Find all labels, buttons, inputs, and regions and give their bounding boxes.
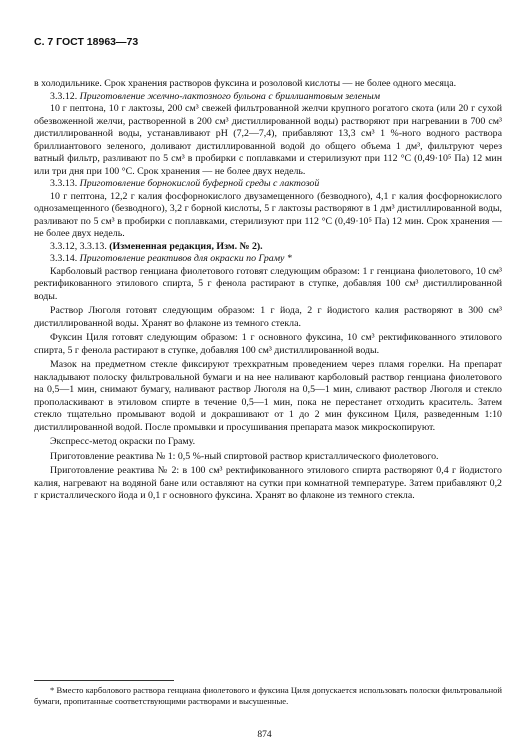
paragraph-smear-procedure: Мазок на предметном стекле фиксируют трехкратным проведением через пламя горелки. На препарат накладывают полоску фильтровальной бумаги и на нее наливают карболовый раствор генциана фиолетового на 0,5—1 мин, снимают бумагу, наливают раствор Люголя на 0,5—1 мин, сливают раствор Люголя и стекло прополаскивают в этиловом спирте в течение 0,5—1 мин, пока не перестанет отходить краситель. Затем стекло тщательно промывают водой и докрашивают от 1 до 2 мин фуксином Циля, разведенным 1:10 дистиллированной водой. После промывки и просушивания препарата мазок микроскопируют. (34, 359, 502, 433)
page-number: 874 (257, 730, 272, 740)
section-number: 3.3.12, 3.3.13. (50, 240, 107, 252)
page-header: С. 7 ГОСТ 18963—73 (34, 36, 139, 48)
section-title: Приготовление борнокислой буферной среды с лактозой (79, 178, 320, 189)
paragraph-express-method: Экспресс-метод окраски по Граму. (50, 436, 196, 447)
section-number: 3.3.12. (50, 90, 78, 102)
paragraph-reagent-1: Приготовление реактива № 1: 0,5 %-ный спиртовой раствор кристаллического фиолетового. (50, 450, 439, 462)
paragraph-lugol: Раствор Люголя готовят следующим образом: 1 г йода, 2 г йодистого калия растворяют в 300 см³ дистиллированной воды. Хранят во флаконе из темного стекла. (34, 305, 502, 329)
section-3-3-12-heading (34, 91, 502, 104)
document-body (34, 78, 502, 503)
paragraph-borate-medium: 10 г пептона, 12,2 г калия фосфорнокислого двузамещенного (безводного), 4,1 г калия фосфорнокислого однозамещенного (безводного), 3,2 г борной кислоты, 5 г лактозы растворяют в 1 дм³ дистиллированной воды, разливают по 5 см³ в пробирки с поплавками, стерилизуют при 112 °С (0,49·10⁵ Па) 12 мин. Срок хранения — не более двух недель. (34, 190, 502, 239)
amendment-note (34, 241, 502, 254)
footnote-text: * Вместо карболового раствора генциана фиолетового и фуксина Циля допускается использовать полоски фильтровальной бумаги, пропитанные соответствующими растворами и высушенные. (34, 685, 502, 706)
paragraph-intro: в холодильнике. Срок хранения растворов фуксина и розоловой кислоты — не более одного месяца. (34, 78, 457, 89)
footnote (34, 685, 502, 707)
paragraph-gentian-violet: Карболовый раствор генциана фиолетового готовят следующим образом: 1 г генциана фиолетового, 10 см³ ректификованного этилового спирта, 5 г фенола растирают в ступке, добавляя 100 см³ дистиллированной воды. (34, 265, 502, 302)
section-title: Приготовление реактивов для окраски по Граму * (79, 253, 292, 264)
section-title: Приготовление желчно-лактозного бульона с бриллиантовым зеленым (79, 90, 381, 102)
section-3-3-13-heading (34, 178, 502, 191)
paragraph-bile-broth: 10 г пептона, 10 г лактозы, 200 см³ свежей фильтрованной желчи крупного рогатого скота (или 20 г сухой обезвоженной желчи, растворенной в 200 см³ дистиллированной воды) растворяют при нагревании в 700 см³ дистиллированной воды, устанавливают рН (7,2—7,4), прибавляют 13,3 см³ 1 %-ного водного раствора бриллиантового зеленого, доливают дистиллированной водой до общего объема 1 дм³, фильтруют через ватный фильтр, разливают по 5 см³ в пробирки с поплавками и стерилизуют при 112 °С (0,49·10⁵ Па) 12 мин или три дня при 100 °С. Срок хранения — не более двух недель. (34, 103, 502, 177)
section-number: 3.3.13. (50, 178, 78, 189)
footnote-divider (34, 680, 174, 681)
paragraph-reagent-2: Приготовление реактива № 2: в 100 см³ ректификованного этилового спирта растворяют 0,4 г йодистого калия, нагревают на водяной бане или оставляют на сутки при комнатной температуре. Затем прибавляют 0,2 г кристаллического йода и 0,1 г основного фуксина. Хранят во флаконе из темного стекла. (34, 465, 502, 501)
amendment-label: (Измененная редакция, Изм. № 2). (109, 240, 263, 252)
paragraph-ziehl-fuchsin: Фуксин Циля готовят следующим образом: 1 г основного фуксина, 10 см³ ректификованного этилового спирта, 5 г фенола растирают в ступке, добавляя 100 см³ дистиллированной воды. (34, 332, 502, 356)
section-number: 3.3.14. (50, 253, 78, 264)
section-3-3-14-heading (34, 253, 502, 266)
